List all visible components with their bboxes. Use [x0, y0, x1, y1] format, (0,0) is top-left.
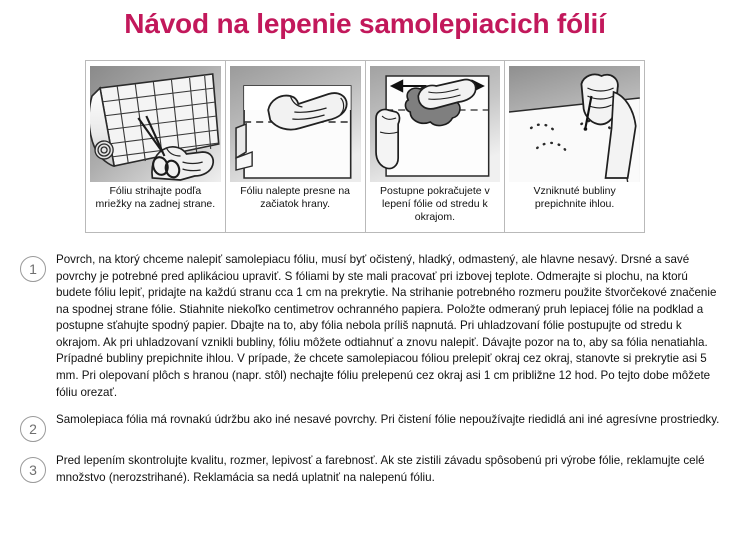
instruction-step [20, 412, 720, 442]
hand-applying-film-edge-icon [230, 66, 361, 182]
hand-smoothing-cloth-arrows-icon [370, 66, 501, 182]
instruction-panel-3 [366, 61, 506, 232]
instruction-panel-4 [505, 61, 644, 232]
instruction-panel-2 [226, 61, 366, 232]
film-roll-grid-scissors-icon [90, 66, 221, 182]
instruction-panel-strip [85, 60, 645, 233]
instruction-steps-list [20, 252, 720, 497]
instruction-panel-3-caption: Postupne pokračujete v lepení fólie od stredu k okrajom. [380, 185, 490, 223]
step-number-badge: 1 [20, 256, 46, 282]
instruction-panel-2-caption: Fóliu nalepte presne na začiatok hrany. [240, 185, 350, 210]
page-title: Návod na lepenie samolepiacich fólií [124, 8, 606, 39]
instruction-panel-4-caption: Vzniknuté bubliny prepichnite ihlou. [533, 185, 616, 210]
step-text: Pred lepením skontrolujte kvalitu, rozmer, lepivosť a farebnosť. Ak ste zistili závadu spôsobenú pri výrobe fólie, reklamujte celé množstvo (nerozstrihané). Reklamácia sa nedá uplatniť na nalepenú fóliu. [56, 454, 705, 484]
step-text: Samolepiaca fólia má rovnakú údržbu ako iné nesavé povrchy. Pri čistení fólie nepoužívajte riedidlá ani iné agresívne prostriedky. [56, 413, 720, 427]
instruction-step [20, 252, 720, 401]
instruction-step [20, 453, 720, 486]
instruction-panel-1-caption: Fóliu strihajte podľa mriežky na zadnej strane. [95, 185, 216, 210]
hand-needle-popping-bubbles-icon [509, 66, 640, 182]
step-number-badge: 2 [20, 416, 46, 442]
instruction-panel-1 [86, 61, 226, 232]
step-text: Povrch, na ktorý chceme nalepiť samolepiacu fóliu, musí byť očistený, hladký, odmastený, ale hlavne nesavý. Drsné a savé povrchy je potrebné pred aplikáciou upraviť. S fóliami by ste mali pracovať pri izbovej teplote. Odmerajte si plochu, na ktorú budete fóliu lepiť, pridajte na každú stranu cca 1 cm na prekrytie. Na strihanie potrebného rozmeru použite štvorčekové značenie na spodnej strane fólie. Stiahnite niekoľko centimetrov ochranného papiera. Položte odmeraný pruh lepiacej fólie na podklad a postupne sťahujte spodný papier. Dbajte na to, aby fólia nebola príliš napnutá. Pri uhladzovaní fólie postupujte od stredu k okrajom. Ak pri uhladzovaní vznikli bubliny, fóliu môžete odtiahnuť a znovu nalepiť. Dávajte pozor na to, aby sa fólia nenatiahla. Prípadné bubliny prepichnite ihlou. V prípade, že chcete samolepiacou fóliou prelepiť okraj cez okraj, stanovte si prekrytie asi 5 mm. Pri olepovaní plôch s hranou (napr. stôl) nechajte fóliu prelepenú cez okraj asi 1 cm približne 12 hod. Po tejto dobe môžete fóliu orezať. [56, 253, 717, 399]
step-number-badge: 3 [20, 457, 46, 483]
